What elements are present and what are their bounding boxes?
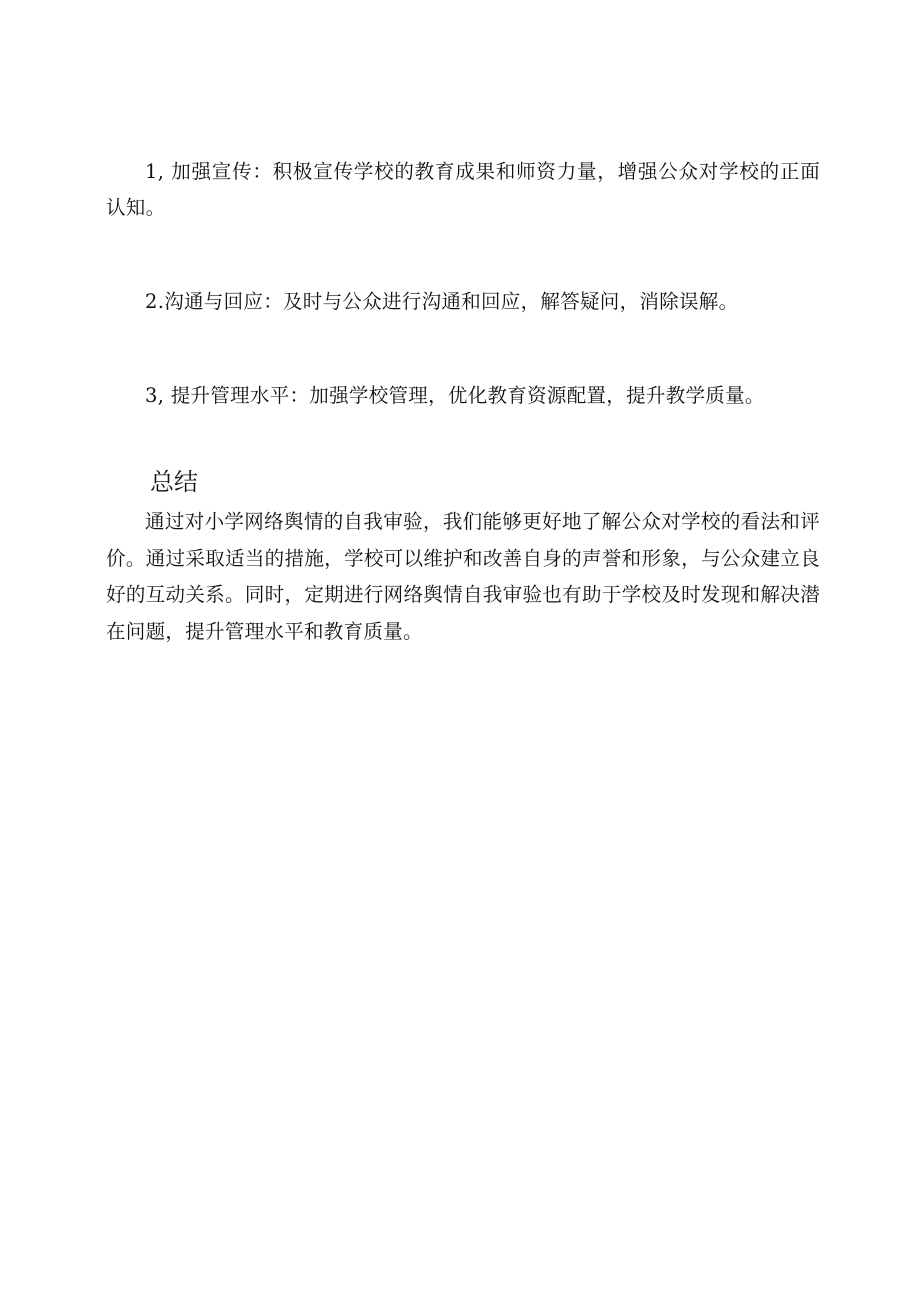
measure-item-3: 3, 提升管理水平：加强学校管理，优化教育资源配置，提升教学质量。: [145, 384, 765, 407]
summary-paragraph: 通过对小学网络舆情的自我审验，我们能够更好地了解公众对学校的看法和评价。通过采取适当的措施，学校可以维护和改善自身的声誉和形象，与公众建立良好的互动关系。同时，定期进行网络舆情自我审验也有助于学校及时发现和解决潜在问题，提升管理水平和教育质量。: [106, 510, 820, 643]
summary-heading: 总结: [150, 468, 198, 496]
measure-item-1: 1, 加强宣传：积极宣传学校的教育成果和师资力量，增强公众对学校的正面认知。: [106, 160, 820, 219]
document-content: [106, 154, 820, 650]
measure-item-2: 2.沟通与回应：及时与公众进行沟通和回应，解答疑问，消除误解。: [145, 290, 739, 313]
